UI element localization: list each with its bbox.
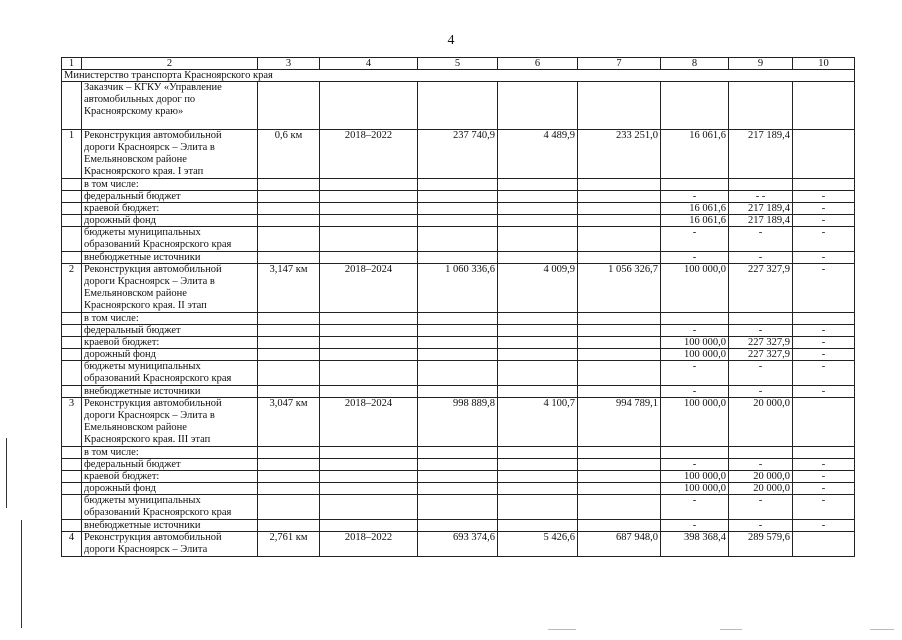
project-total-cost: 998 889,8 (418, 398, 498, 447)
empty-cell (498, 215, 578, 227)
empty-cell (258, 252, 320, 264)
empty-cell (498, 483, 578, 495)
empty-cell (578, 227, 661, 252)
funding-row (62, 471, 855, 483)
funding-source-label: в том числе: (82, 447, 258, 459)
empty-cell (418, 520, 498, 532)
funding-col9: - (729, 361, 793, 386)
header-cell: 1 (62, 58, 82, 70)
scan-edge-mark (21, 520, 22, 628)
empty-cell (258, 459, 320, 471)
funding-col10: - (793, 191, 855, 203)
project-name: Реконструкция автомобильной дороги Красноярск – Элита в Емельяновском районе Красноярского края. III этап (82, 398, 258, 447)
empty-cell (498, 471, 578, 483)
empty-cell (320, 82, 418, 130)
empty-cell (320, 471, 418, 483)
funding-source-label: краевой бюджет: (82, 471, 258, 483)
empty-cell (258, 386, 320, 398)
empty-cell (418, 227, 498, 252)
project-col10 (793, 398, 855, 447)
empty-cell (498, 191, 578, 203)
empty-cell (793, 82, 855, 130)
funding-col8 (661, 313, 729, 325)
funding-col8: 100 000,0 (661, 349, 729, 361)
empty-cell (578, 191, 661, 203)
empty-cell (320, 447, 418, 459)
project-total-cost: 237 740,9 (418, 130, 498, 179)
funding-col10 (793, 447, 855, 459)
empty-cell (320, 361, 418, 386)
funding-col9: 227 327,9 (729, 337, 793, 349)
empty-cell (578, 82, 661, 130)
funding-row (62, 325, 855, 337)
header-cell: 4 (320, 58, 418, 70)
project-length: 3,047 км (258, 398, 320, 447)
empty-cell (258, 447, 320, 459)
funding-col9: 217 189,4 (729, 215, 793, 227)
funding-col10: - (793, 495, 855, 520)
ministry-row (62, 70, 855, 82)
header-cell: 6 (498, 58, 578, 70)
empty-cell (258, 361, 320, 386)
project-col8: 100 000,0 (661, 398, 729, 447)
empty-cell (62, 520, 82, 532)
empty-cell (320, 495, 418, 520)
funding-col8: 100 000,0 (661, 471, 729, 483)
header-cell: 9 (729, 58, 793, 70)
funding-col10: - (793, 325, 855, 337)
empty-cell (320, 227, 418, 252)
empty-cell (418, 313, 498, 325)
empty-cell (418, 349, 498, 361)
empty-cell (62, 386, 82, 398)
empty-cell (578, 471, 661, 483)
empty-cell (62, 471, 82, 483)
empty-cell (578, 483, 661, 495)
empty-cell (418, 447, 498, 459)
funding-source-label: краевой бюджет: (82, 203, 258, 215)
funding-col9: - (729, 459, 793, 471)
empty-cell (418, 495, 498, 520)
funding-col8: - (661, 252, 729, 264)
page-number: 4 (447, 33, 455, 48)
header-row (62, 58, 855, 70)
empty-cell (498, 361, 578, 386)
project-name: Реконструкция автомобильной дороги Красноярск – Элита в Емельяновском районе Красноярского края. I этап (82, 130, 258, 179)
empty-cell (498, 203, 578, 215)
project-col6: 4 100,7 (498, 398, 578, 447)
empty-cell (578, 179, 661, 191)
empty-cell (498, 252, 578, 264)
funding-source-label: дорожный фонд (82, 349, 258, 361)
empty-cell (320, 459, 418, 471)
project-number: 1 (62, 130, 82, 179)
funding-source-label: бюджеты муниципальных образований Красноярского края (82, 361, 258, 386)
funding-col9: - (729, 252, 793, 264)
funding-source-label: дорожный фонд (82, 215, 258, 227)
funding-col10: - (793, 215, 855, 227)
funding-row (62, 386, 855, 398)
header-cell: 7 (578, 58, 661, 70)
funding-col8: 100 000,0 (661, 483, 729, 495)
empty-cell (62, 483, 82, 495)
funding-source-label: внебюджетные источники (82, 386, 258, 398)
funding-col9: - (729, 495, 793, 520)
funding-row (62, 459, 855, 471)
empty-cell (320, 325, 418, 337)
funding-col8: - (661, 386, 729, 398)
empty-cell (578, 203, 661, 215)
empty-cell (578, 520, 661, 532)
empty-cell (418, 459, 498, 471)
empty-cell (320, 203, 418, 215)
empty-cell (578, 459, 661, 471)
funding-row (62, 227, 855, 252)
scan-footer-mark (870, 629, 894, 630)
customer-title: Заказчик – КГКУ «Управление автомобильных дорог по Красноярскому краю» (82, 82, 258, 130)
funding-col8: - (661, 361, 729, 386)
empty-cell (578, 447, 661, 459)
funding-row (62, 495, 855, 520)
empty-cell (578, 386, 661, 398)
funding-row (62, 313, 855, 325)
funding-col9 (729, 447, 793, 459)
empty-cell (258, 325, 320, 337)
funding-row (62, 520, 855, 532)
project-col10 (793, 130, 855, 179)
funding-source-label: федеральный бюджет (82, 325, 258, 337)
empty-cell (418, 483, 498, 495)
empty-cell (578, 252, 661, 264)
funding-col8: - (661, 325, 729, 337)
empty-cell (498, 227, 578, 252)
project-number: 2 (62, 264, 82, 313)
funding-col10: - (793, 386, 855, 398)
funding-col10: - (793, 349, 855, 361)
empty-cell (320, 349, 418, 361)
funding-col8: 16 061,6 (661, 203, 729, 215)
empty-cell (498, 349, 578, 361)
funding-row (62, 337, 855, 349)
empty-cell (498, 459, 578, 471)
funding-source-label: бюджеты муниципальных образований Красноярского края (82, 227, 258, 252)
empty-cell (258, 337, 320, 349)
empty-cell (498, 313, 578, 325)
empty-cell (258, 520, 320, 532)
empty-cell (578, 349, 661, 361)
empty-cell (418, 337, 498, 349)
funding-col9: - (729, 520, 793, 532)
empty-cell (320, 191, 418, 203)
project-length: 0,6 км (258, 130, 320, 179)
funding-source-label: федеральный бюджет (82, 459, 258, 471)
project-col9: 227 327,9 (729, 264, 793, 313)
header-cell: 3 (258, 58, 320, 70)
project-col8: 16 061,6 (661, 130, 729, 179)
project-col7: 994 789,1 (578, 398, 661, 447)
funding-col10 (793, 313, 855, 325)
project-number: 3 (62, 398, 82, 447)
funding-source-label: внебюджетные источники (82, 520, 258, 532)
project-name: Реконструкция автомобильной дороги Красноярск – Элита в Емельяновском районе Красноярского края. II этап (82, 264, 258, 313)
customer-row (62, 82, 855, 130)
empty-cell (418, 179, 498, 191)
budget-table (61, 57, 855, 557)
empty-cell (62, 349, 82, 361)
empty-cell (498, 495, 578, 520)
project-name: Реконструкция автомобильной дороги Красноярск – Элита (82, 532, 258, 557)
funding-source-label: внебюджетные источники (82, 252, 258, 264)
funding-col9: - (729, 386, 793, 398)
empty-cell (62, 459, 82, 471)
empty-cell (578, 325, 661, 337)
project-col10 (793, 532, 855, 557)
empty-cell (498, 325, 578, 337)
empty-cell (498, 179, 578, 191)
project-period: 2018–2022 (320, 130, 418, 179)
funding-col9: 20 000,0 (729, 483, 793, 495)
empty-cell (418, 82, 498, 130)
empty-cell (418, 203, 498, 215)
funding-col8: 100 000,0 (661, 337, 729, 349)
empty-cell (578, 215, 661, 227)
funding-source-label: краевой бюджет: (82, 337, 258, 349)
empty-cell (729, 82, 793, 130)
funding-col8: - (661, 520, 729, 532)
empty-cell (320, 179, 418, 191)
project-col9: 217 189,4 (729, 130, 793, 179)
funding-col10: - (793, 337, 855, 349)
header-cell: 10 (793, 58, 855, 70)
empty-cell (258, 203, 320, 215)
project-col6: 5 426,6 (498, 532, 578, 557)
funding-row (62, 349, 855, 361)
funding-row (62, 191, 855, 203)
empty-cell (578, 361, 661, 386)
empty-cell (62, 337, 82, 349)
empty-cell (418, 325, 498, 337)
empty-cell (62, 215, 82, 227)
project-col9: 20 000,0 (729, 398, 793, 447)
funding-col9: - (729, 227, 793, 252)
funding-col10: - (793, 203, 855, 215)
empty-cell (498, 337, 578, 349)
empty-cell (62, 179, 82, 191)
funding-row (62, 447, 855, 459)
funding-row (62, 483, 855, 495)
funding-source-label: дорожный фонд (82, 483, 258, 495)
project-total-cost: 1 060 336,6 (418, 264, 498, 313)
funding-row (62, 252, 855, 264)
empty-cell (320, 483, 418, 495)
empty-cell (258, 483, 320, 495)
empty-cell (258, 82, 320, 130)
scan-footer-mark (548, 629, 576, 630)
funding-col10: - (793, 483, 855, 495)
project-row (62, 398, 855, 447)
funding-col10: - (793, 361, 855, 386)
header-cell: 5 (418, 58, 498, 70)
project-row (62, 532, 855, 557)
project-length: 3,147 км (258, 264, 320, 313)
empty-cell (62, 252, 82, 264)
funding-col10: - (793, 520, 855, 532)
funding-col8: - (661, 191, 729, 203)
empty-cell (62, 361, 82, 386)
empty-cell (418, 191, 498, 203)
funding-col10: - (793, 471, 855, 483)
empty-cell (418, 361, 498, 386)
funding-col10: - (793, 227, 855, 252)
project-number: 4 (62, 532, 82, 557)
funding-col8: - (661, 459, 729, 471)
project-period: 2018–2024 (320, 264, 418, 313)
funding-col8 (661, 447, 729, 459)
project-total-cost: 693 374,6 (418, 532, 498, 557)
funding-col9 (729, 179, 793, 191)
funding-col8: - (661, 495, 729, 520)
empty-cell (578, 313, 661, 325)
empty-cell (258, 179, 320, 191)
empty-cell (320, 313, 418, 325)
empty-cell (62, 447, 82, 459)
funding-source-label: федеральный бюджет (82, 191, 258, 203)
empty-cell (578, 337, 661, 349)
funding-row (62, 215, 855, 227)
empty-cell (418, 386, 498, 398)
project-col7: 687 948,0 (578, 532, 661, 557)
funding-row (62, 203, 855, 215)
project-col7: 1 056 326,7 (578, 264, 661, 313)
funding-source-label: в том числе: (82, 313, 258, 325)
empty-cell (320, 520, 418, 532)
empty-cell (320, 337, 418, 349)
empty-cell (258, 191, 320, 203)
header-cell: 8 (661, 58, 729, 70)
empty-cell (62, 313, 82, 325)
funding-col10: - (793, 252, 855, 264)
empty-cell (258, 313, 320, 325)
funding-col8: 16 061,6 (661, 215, 729, 227)
funding-row (62, 361, 855, 386)
funding-col8 (661, 179, 729, 191)
empty-cell (498, 386, 578, 398)
project-col10: - (793, 264, 855, 313)
funding-col9: - (729, 325, 793, 337)
project-length: 2,761 км (258, 532, 320, 557)
funding-col9: 217 189,4 (729, 203, 793, 215)
scan-footer-mark (720, 629, 742, 630)
empty-cell (258, 495, 320, 520)
funding-source-label: бюджеты муниципальных образований Красноярского края (82, 495, 258, 520)
funding-col10 (793, 179, 855, 191)
empty-cell (578, 495, 661, 520)
empty-cell (661, 82, 729, 130)
header-cell: 2 (82, 58, 258, 70)
empty-cell (258, 227, 320, 252)
empty-cell (320, 252, 418, 264)
empty-cell (320, 386, 418, 398)
funding-col9 (729, 313, 793, 325)
empty-cell (258, 215, 320, 227)
project-col6: 4 489,9 (498, 130, 578, 179)
scan-edge-mark (6, 438, 7, 508)
funding-col8: - (661, 227, 729, 252)
funding-col9: - - (729, 191, 793, 203)
funding-col9: 20 000,0 (729, 471, 793, 483)
funding-col9: 227 327,9 (729, 349, 793, 361)
empty-cell (62, 82, 82, 130)
funding-source-label: в том числе: (82, 179, 258, 191)
project-period: 2018–2022 (320, 532, 418, 557)
empty-cell (320, 215, 418, 227)
project-col6: 4 009,9 (498, 264, 578, 313)
empty-cell (418, 215, 498, 227)
empty-cell (498, 447, 578, 459)
project-col8: 100 000,0 (661, 264, 729, 313)
funding-col10: - (793, 459, 855, 471)
empty-cell (62, 227, 82, 252)
project-col7: 233 251,0 (578, 130, 661, 179)
empty-cell (498, 520, 578, 532)
empty-cell (498, 82, 578, 130)
empty-cell (418, 252, 498, 264)
empty-cell (62, 191, 82, 203)
project-row (62, 264, 855, 313)
empty-cell (258, 471, 320, 483)
funding-row (62, 179, 855, 191)
project-row (62, 130, 855, 179)
empty-cell (418, 471, 498, 483)
project-col8: 398 368,4 (661, 532, 729, 557)
empty-cell (62, 495, 82, 520)
project-col9: 289 579,6 (729, 532, 793, 557)
ministry-title: Министерство транспорта Красноярского края (62, 70, 855, 82)
empty-cell (62, 325, 82, 337)
empty-cell (62, 203, 82, 215)
empty-cell (258, 349, 320, 361)
project-period: 2018–2024 (320, 398, 418, 447)
